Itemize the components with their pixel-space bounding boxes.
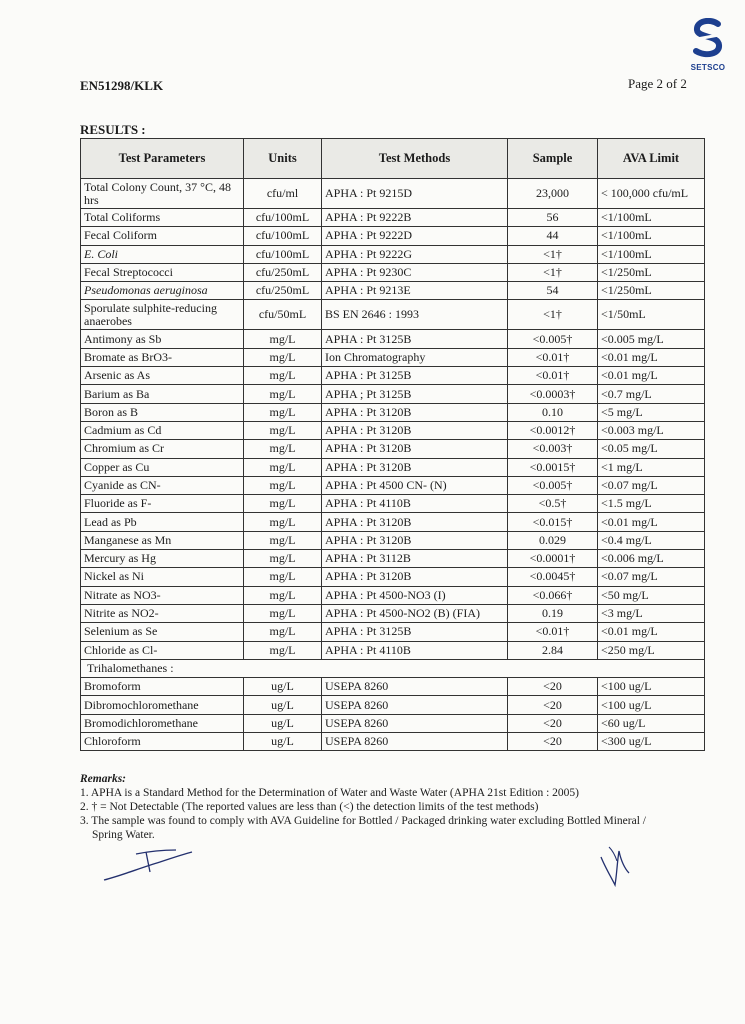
col-header: AVA Limit: [598, 139, 705, 179]
table-row: [81, 495, 705, 513]
sample-cell: <1†: [508, 263, 598, 281]
table-row: [81, 714, 705, 732]
method-cell: APHA : Pt 4500 CN- (N): [322, 476, 508, 494]
method-cell: APHA : Pt 3120B: [322, 531, 508, 549]
limit-cell: <0.01 mg/L: [598, 348, 705, 366]
limit-cell: <0.7 mg/L: [598, 385, 705, 403]
sample-cell: <0.01†: [508, 367, 598, 385]
units-cell: ug/L: [244, 678, 322, 696]
parameter-cell: Sporulate sulphite-reducing anaerobes: [81, 300, 244, 330]
table-row: [81, 300, 705, 330]
method-cell: APHA : Pt 9230C: [322, 263, 508, 281]
limit-cell: <0.07 mg/L: [598, 568, 705, 586]
units-cell: mg/L: [244, 604, 322, 622]
units-cell: cfu/250mL: [244, 263, 322, 281]
table-row: [81, 263, 705, 281]
table-row: [81, 531, 705, 549]
sample-cell: <0.0003†: [508, 385, 598, 403]
subheading-cell: Trihalomethanes :: [81, 659, 705, 677]
method-cell: APHA : Pt 4500-NO2 (B) (FIA): [322, 604, 508, 622]
limit-cell: <0.003 mg/L: [598, 421, 705, 439]
table-row: [81, 513, 705, 531]
table-row: [81, 282, 705, 300]
limit-cell: <1.5 mg/L: [598, 495, 705, 513]
units-cell: mg/L: [244, 330, 322, 348]
sample-cell: <0.0045†: [508, 568, 598, 586]
table-header-row: [81, 139, 705, 179]
table-row: [81, 476, 705, 494]
sample-cell: 23,000: [508, 179, 598, 209]
table-row: [81, 696, 705, 714]
parameter-cell: Pseudomonas aeruginosa: [81, 282, 244, 300]
sample-cell: <20: [508, 714, 598, 732]
parameter-cell: Mercury as Hg: [81, 550, 244, 568]
page-number: Page 2 of 2: [628, 76, 687, 91]
units-cell: ug/L: [244, 714, 322, 732]
setsco-logo: [688, 18, 728, 72]
parameter-cell: Chloride as Cl-: [81, 641, 244, 659]
parameter-cell: Fecal Streptococci: [81, 263, 244, 281]
table-row: [81, 403, 705, 421]
parameter-cell: Nickel as Ni: [81, 568, 244, 586]
parameter-cell: Fecal Coliform: [81, 227, 244, 245]
limit-cell: <1/100mL: [598, 245, 705, 263]
method-cell: APHA : Pt 3120B: [322, 403, 508, 421]
sample-cell: 56: [508, 209, 598, 227]
parameter-cell: Cyanide as CN-: [81, 476, 244, 494]
parameter-cell: Selenium as Se: [81, 623, 244, 641]
parameter-cell: Chromium as Cr: [81, 440, 244, 458]
remark-item: 1. APHA is a Standard Method for the Determination of Water and Waste Water (APHA 21st Edition : 2005): [80, 787, 579, 799]
sample-cell: 44: [508, 227, 598, 245]
parameter-cell: Antimony as Sb: [81, 330, 244, 348]
sample-cell: <1†: [508, 300, 598, 330]
signature-left: [100, 846, 200, 886]
table-row: [81, 678, 705, 696]
units-cell: cfu/100mL: [244, 245, 322, 263]
limit-cell: <0.006 mg/L: [598, 550, 705, 568]
units-cell: mg/L: [244, 586, 322, 604]
table-row: [81, 458, 705, 476]
limit-cell: <0.05 mg/L: [598, 440, 705, 458]
method-cell: APHA : Pt 3120B: [322, 513, 508, 531]
limit-cell: <100 ug/L: [598, 678, 705, 696]
table-row: [81, 367, 705, 385]
units-cell: cfu/50mL: [244, 300, 322, 330]
method-cell: APHA : Pt 9213E: [322, 282, 508, 300]
units-cell: cfu/ml: [244, 179, 322, 209]
units-cell: mg/L: [244, 348, 322, 366]
parameter-cell: Copper as Cu: [81, 458, 244, 476]
parameter-cell: Boron as B: [81, 403, 244, 421]
limit-cell: <0.005 mg/L: [598, 330, 705, 348]
limit-cell: <1/100mL: [598, 227, 705, 245]
method-cell: APHA : Pt 4110B: [322, 495, 508, 513]
table-row: [81, 604, 705, 622]
limit-cell: <1/50mL: [598, 300, 705, 330]
remarks-title: Remarks:: [80, 773, 126, 785]
sample-cell: <0.005†: [508, 330, 598, 348]
table-row: [81, 568, 705, 586]
table-row: [81, 209, 705, 227]
limit-cell: <0.07 mg/L: [598, 476, 705, 494]
limit-cell: <3 mg/L: [598, 604, 705, 622]
parameter-cell: Total Coliforms: [81, 209, 244, 227]
units-cell: ug/L: [244, 733, 322, 751]
remarks: [80, 772, 700, 842]
table-row: [81, 733, 705, 751]
units-cell: mg/L: [244, 531, 322, 549]
parameter-cell: Dibromochloromethane: [81, 696, 244, 714]
sample-cell: <0.003†: [508, 440, 598, 458]
parameter-cell: Manganese as Mn: [81, 531, 244, 549]
sample-cell: 2.84: [508, 641, 598, 659]
parameter-cell: Nitrite as NO2-: [81, 604, 244, 622]
sample-cell: <0.01†: [508, 623, 598, 641]
method-cell: USEPA 8260: [322, 714, 508, 732]
parameter-cell: Lead as Pb: [81, 513, 244, 531]
report-reference: EN51298/KLK: [80, 78, 164, 93]
units-cell: cfu/100mL: [244, 227, 322, 245]
limit-cell: <60 ug/L: [598, 714, 705, 732]
table-row: [81, 348, 705, 366]
method-cell: APHA : Pt 4110B: [322, 641, 508, 659]
parameter-cell: Total Colony Count, 37 °C, 48 hrs: [81, 179, 244, 209]
sample-cell: <0.5†: [508, 495, 598, 513]
limit-cell: <1/250mL: [598, 263, 705, 281]
parameter-cell: Cadmium as Cd: [81, 421, 244, 439]
units-cell: mg/L: [244, 513, 322, 531]
units-cell: mg/L: [244, 403, 322, 421]
method-cell: APHA : Pt 3120B: [322, 421, 508, 439]
limit-cell: <1 mg/L: [598, 458, 705, 476]
limit-cell: <1/250mL: [598, 282, 705, 300]
parameter-cell: Arsenic as As: [81, 367, 244, 385]
sample-cell: <20: [508, 733, 598, 751]
limit-cell: < 100,000 cfu/mL: [598, 179, 705, 209]
limit-cell: <0.01 mg/L: [598, 513, 705, 531]
sample-cell: 0.19: [508, 604, 598, 622]
method-cell: USEPA 8260: [322, 733, 508, 751]
parameter-cell: Fluoride as F-: [81, 495, 244, 513]
method-cell: APHA : Pt 3120B: [322, 440, 508, 458]
method-cell: APHA : Pt 3125B: [322, 623, 508, 641]
col-header: Units: [244, 139, 322, 179]
limit-cell: <300 ug/L: [598, 733, 705, 751]
units-cell: mg/L: [244, 476, 322, 494]
col-header: Test Methods: [322, 139, 508, 179]
units-cell: cfu/100mL: [244, 209, 322, 227]
sample-cell: <20: [508, 678, 598, 696]
units-cell: cfu/250mL: [244, 282, 322, 300]
units-cell: mg/L: [244, 421, 322, 439]
table-row: [81, 179, 705, 209]
units-cell: ug/L: [244, 696, 322, 714]
signature-right: [595, 843, 635, 889]
method-cell: APHA : Pt 9222B: [322, 209, 508, 227]
parameter-cell: Bromodichloromethane: [81, 714, 244, 732]
sample-cell: <0.005†: [508, 476, 598, 494]
parameter-cell: Barium as Ba: [81, 385, 244, 403]
remark-item: 2. † = Not Detectable (The reported values are less than (<) the detection limits of the test methods): [80, 801, 539, 813]
method-cell: APHA : Pt 3125B: [322, 330, 508, 348]
sample-cell: 0.029: [508, 531, 598, 549]
table-row: [81, 550, 705, 568]
parameter-cell: Chloroform: [81, 733, 244, 751]
units-cell: mg/L: [244, 385, 322, 403]
sample-cell: <0.0001†: [508, 550, 598, 568]
method-cell: APHA : Pt 9215D: [322, 179, 508, 209]
parameter-cell: Bromoform: [81, 678, 244, 696]
setsco-s-icon: [688, 18, 728, 60]
method-cell: APHA : Pt 3112B: [322, 550, 508, 568]
method-cell: APHA : Pt 9222D: [322, 227, 508, 245]
method-cell: APHA ; Pt 3125B: [322, 385, 508, 403]
units-cell: mg/L: [244, 495, 322, 513]
limit-cell: <1/100mL: [598, 209, 705, 227]
units-cell: mg/L: [244, 550, 322, 568]
method-cell: USEPA 8260: [322, 696, 508, 714]
sample-cell: 54: [508, 282, 598, 300]
sample-cell: <0.066†: [508, 586, 598, 604]
sample-cell: <0.0012†: [508, 421, 598, 439]
results-heading: RESULTS :: [80, 122, 146, 137]
units-cell: mg/L: [244, 568, 322, 586]
units-cell: mg/L: [244, 641, 322, 659]
limit-cell: <0.01 mg/L: [598, 623, 705, 641]
limit-cell: <250 mg/L: [598, 641, 705, 659]
table-row: [81, 623, 705, 641]
method-cell: APHA : Pt 3120B: [322, 568, 508, 586]
table-row: [81, 440, 705, 458]
sample-cell: 0.10: [508, 403, 598, 421]
table-row: [81, 227, 705, 245]
sample-cell: <0.01†: [508, 348, 598, 366]
limit-cell: <0.01 mg/L: [598, 367, 705, 385]
table-row: [81, 586, 705, 604]
parameter-cell: Bromate as BrO3-: [81, 348, 244, 366]
table-row: [81, 421, 705, 439]
col-header: Test Parameters: [81, 139, 244, 179]
table-row: [81, 385, 705, 403]
remark-item: 3. The sample was found to comply with AVA Guideline for Bottled / Packaged drinking water excluding Bottled Mineral /: [80, 815, 646, 827]
method-cell: APHA : Pt 9222G: [322, 245, 508, 263]
table-subheading-row: [81, 659, 705, 677]
method-cell: BS EN 2646 : 1993: [322, 300, 508, 330]
col-header: Sample: [508, 139, 598, 179]
table-row: [81, 245, 705, 263]
parameter-cell: Nitrate as NO3-: [81, 586, 244, 604]
remark-item: Spring Water.: [92, 829, 155, 841]
table-row: [81, 330, 705, 348]
method-cell: APHA : Pt 3120B: [322, 458, 508, 476]
limit-cell: <50 mg/L: [598, 586, 705, 604]
limit-cell: <5 mg/L: [598, 403, 705, 421]
results-table: [80, 138, 705, 751]
parameter-cell: E. Coli: [81, 245, 244, 263]
limit-cell: <0.4 mg/L: [598, 531, 705, 549]
logo-text: SETSCO: [690, 63, 726, 72]
method-cell: APHA : Pt 3125B: [322, 367, 508, 385]
sample-cell: <0.0015†: [508, 458, 598, 476]
method-cell: USEPA 8260: [322, 678, 508, 696]
method-cell: Ion Chromatography: [322, 348, 508, 366]
units-cell: mg/L: [244, 440, 322, 458]
sample-cell: <20: [508, 696, 598, 714]
table-row: [81, 641, 705, 659]
limit-cell: <100 ug/L: [598, 696, 705, 714]
sample-cell: <1†: [508, 245, 598, 263]
units-cell: mg/L: [244, 367, 322, 385]
sample-cell: <0.015†: [508, 513, 598, 531]
units-cell: mg/L: [244, 623, 322, 641]
units-cell: mg/L: [244, 458, 322, 476]
method-cell: APHA : Pt 4500-NO3 (I): [322, 586, 508, 604]
